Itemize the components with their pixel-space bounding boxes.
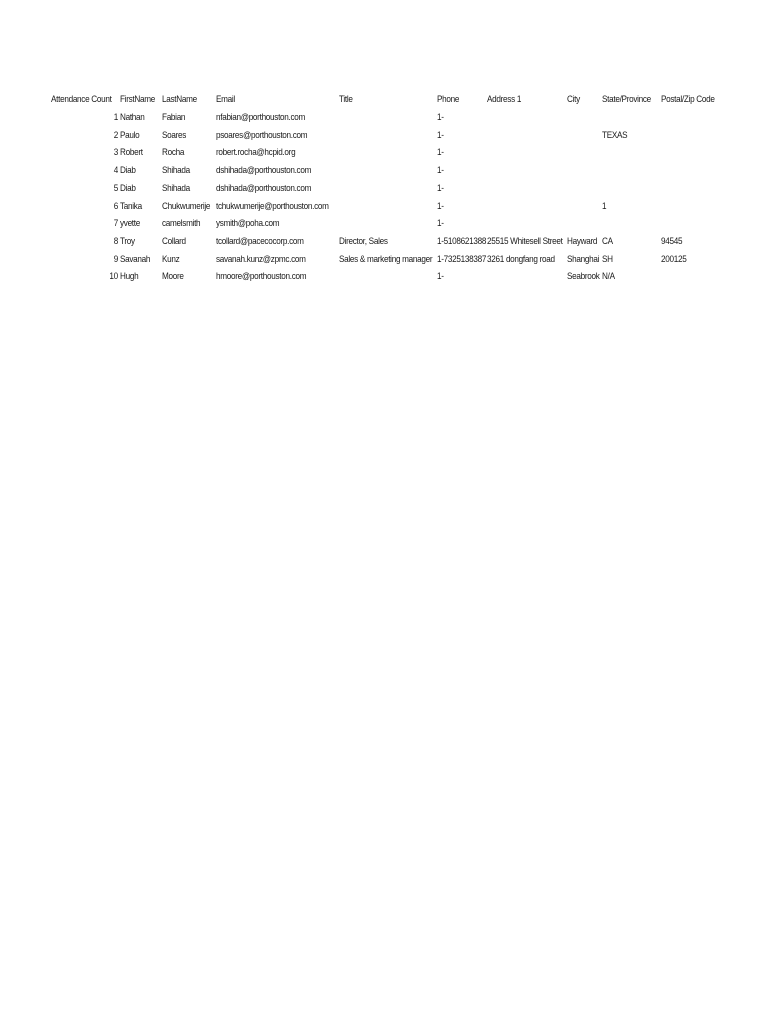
table-row xyxy=(0,216,770,232)
first-name-cell: Savanah xyxy=(120,253,151,265)
phone-cell: 1- xyxy=(437,147,444,159)
attendance-count-cell: 5 xyxy=(113,182,118,194)
last-name-cell: Soares xyxy=(162,129,187,141)
first-name-cell: Troy xyxy=(120,235,135,247)
state-cell: SH xyxy=(602,253,613,265)
table-row xyxy=(0,199,770,215)
attendance-count-cell: 3 xyxy=(113,147,118,159)
first-name-cell: Nathan xyxy=(120,112,145,123)
table-row xyxy=(0,234,770,250)
email-cell: dshihada@porthouston.com xyxy=(216,182,312,194)
phone-cell: 1- xyxy=(437,182,444,194)
first-name-cell: Tanika xyxy=(120,200,142,212)
address-cell: 3261 dongfang road xyxy=(487,253,555,265)
table-row xyxy=(0,181,770,197)
header-first-name: FirstName xyxy=(120,94,155,105)
last-name-cell: Shihada xyxy=(162,182,190,194)
header-zip: Postal/Zip Code xyxy=(661,94,715,105)
last-name-cell: Moore xyxy=(162,271,184,283)
header-attendance-count: Attendance Count xyxy=(51,94,112,105)
header-last-name: LastName xyxy=(162,94,197,105)
phone-cell: 1- xyxy=(437,271,444,283)
title-cell: Director, Sales xyxy=(339,235,388,247)
attendance-count-cell: 8 xyxy=(113,235,118,247)
attendance-count-cell: 10 xyxy=(109,271,118,283)
last-name-cell: camelsmith xyxy=(162,218,201,230)
city-cell: Seabrook xyxy=(567,271,600,283)
email-cell: savanah.kunz@zpmc.com xyxy=(216,253,306,265)
title-cell: Sales & marketing manager xyxy=(339,253,433,265)
header-address: Address 1 xyxy=(487,94,522,105)
table-row xyxy=(0,145,770,161)
last-name-cell: Fabian xyxy=(162,112,186,123)
address-cell: 25515 Whitesell Street xyxy=(487,235,563,247)
phone-cell: 1- xyxy=(437,129,444,141)
last-name-cell: Shihada xyxy=(162,165,190,177)
state-cell: N/A xyxy=(602,271,615,283)
header-email: Email xyxy=(216,94,235,105)
email-cell: tchukwumerije@porthouston.com xyxy=(216,200,329,212)
phone-cell: 1- xyxy=(437,165,444,177)
attendance-count-cell: 4 xyxy=(113,165,118,177)
email-cell: nfabian@porthouston.com xyxy=(216,112,306,123)
first-name-cell: Robert xyxy=(120,147,143,159)
phone-cell: 1- xyxy=(437,218,444,230)
state-cell: 1 xyxy=(602,200,607,212)
email-cell: psoares@porthouston.com xyxy=(216,129,308,141)
header-title: Title xyxy=(339,94,353,105)
email-cell: robert.rocha@hcpid.org xyxy=(216,147,296,159)
header-row xyxy=(0,92,770,108)
last-name-cell: Chukwumerije xyxy=(162,200,211,212)
last-name-cell: Rocha xyxy=(162,147,185,159)
header-phone: Phone xyxy=(437,94,460,105)
email-cell: tcollard@pacecocorp.com xyxy=(216,235,304,247)
attendance-count-cell: 7 xyxy=(113,218,118,230)
first-name-cell: yvette xyxy=(120,218,140,230)
last-name-cell: Kunz xyxy=(162,253,180,265)
phone-cell: 1-5108621388 xyxy=(437,235,487,247)
city-cell: Hayward xyxy=(567,235,598,247)
state-cell: TEXAS xyxy=(602,129,628,141)
table-row xyxy=(0,128,770,144)
attendance-count-cell: 9 xyxy=(113,253,118,265)
attendance-count-cell: 1 xyxy=(113,112,118,123)
first-name-cell: Paulo xyxy=(120,129,140,141)
phone-cell: 1- xyxy=(437,200,444,212)
phone-cell: 1-7325138387 xyxy=(437,253,487,265)
attendance-count-cell: 6 xyxy=(113,200,118,212)
email-cell: hmoore@porthouston.com xyxy=(216,271,307,283)
zip-cell: 200125 xyxy=(661,253,687,265)
last-name-cell: Collard xyxy=(162,235,186,247)
header-city: City xyxy=(567,94,580,105)
attendance-count-cell: 2 xyxy=(113,129,118,141)
header-state: State/Province xyxy=(602,94,651,105)
phone-cell: 1- xyxy=(437,112,444,123)
city-cell: Shanghai xyxy=(567,253,600,265)
table-row xyxy=(0,163,770,179)
table-row xyxy=(0,252,770,268)
email-cell: ysmith@poha.com xyxy=(216,218,280,230)
zip-cell: 94545 xyxy=(661,235,683,247)
first-name-cell: Diab xyxy=(120,182,136,194)
email-cell: dshihada@porthouston.com xyxy=(216,165,312,177)
state-cell: CA xyxy=(602,235,613,247)
first-name-cell: Diab xyxy=(120,165,136,177)
table-row xyxy=(0,110,770,126)
first-name-cell: Hugh xyxy=(120,271,139,283)
table-row xyxy=(0,269,770,285)
